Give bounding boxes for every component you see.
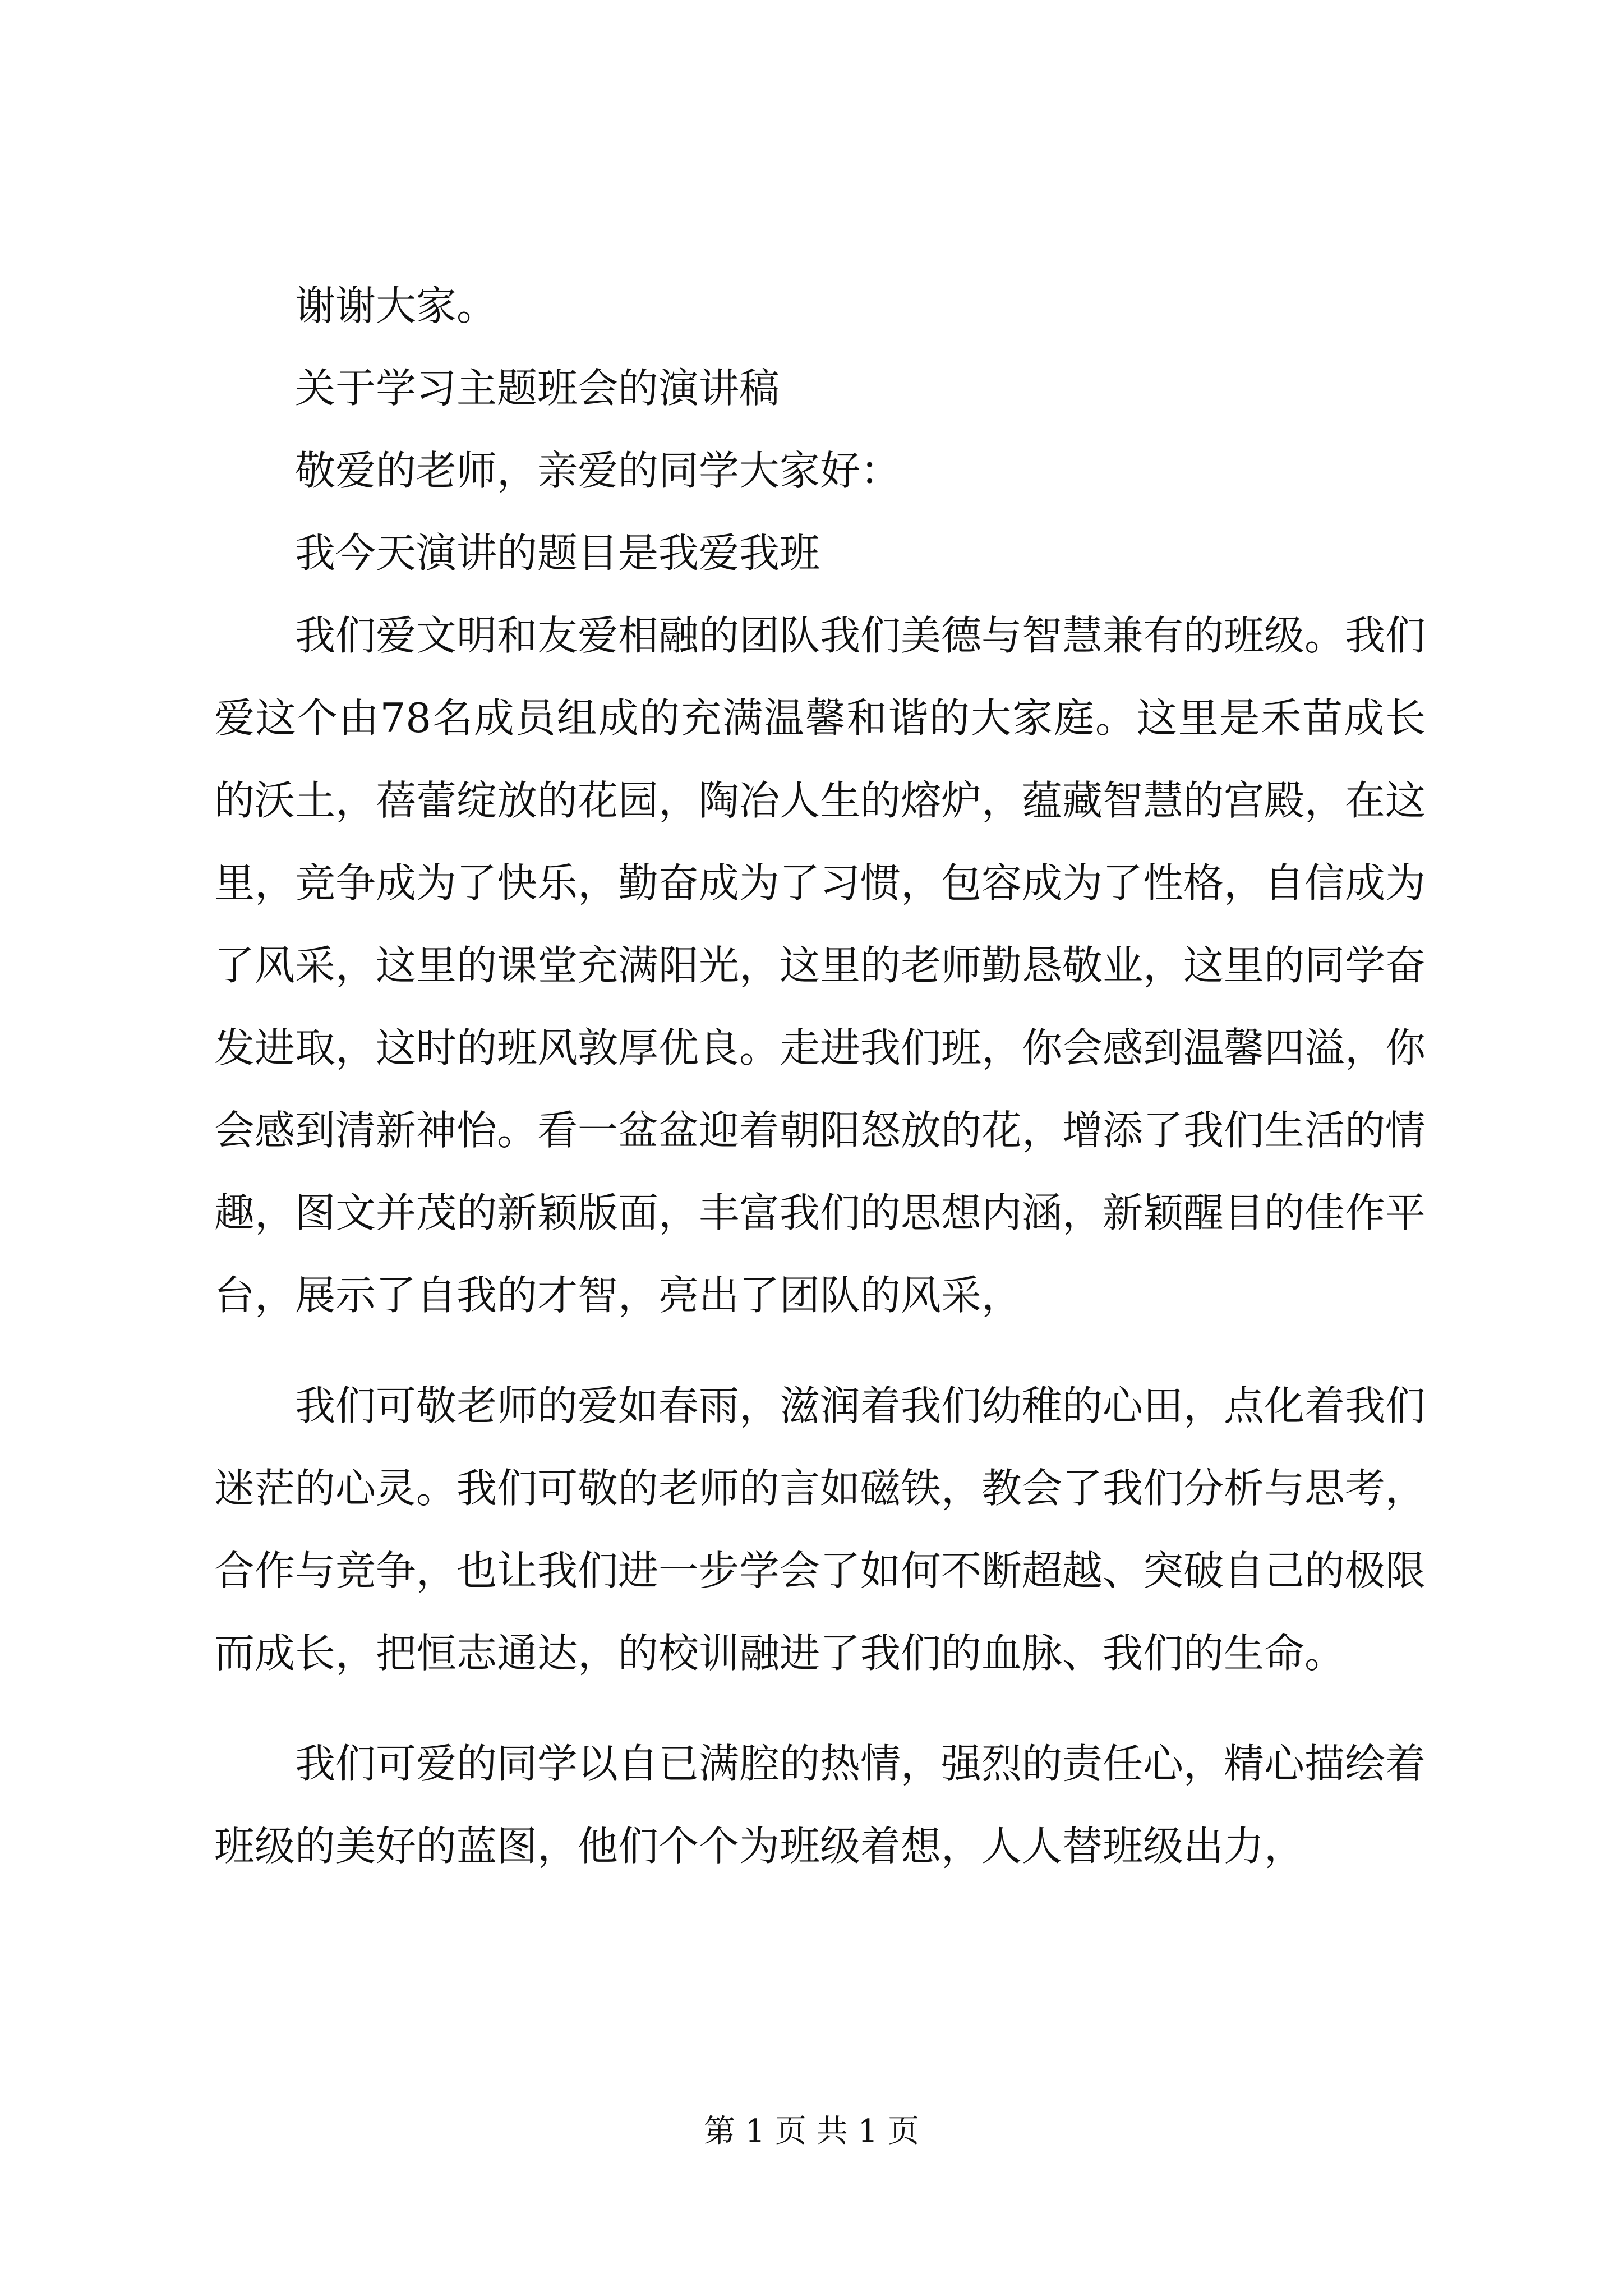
- paragraph-body: 我们爱文明和友爱相融的团队我们美德与智慧兼有的班级。我们爱这个由78名成员组成的充满温馨和谐的大家庭。这里是禾苗成长的沃土，蓓蕾绽放的花园，陶冶人生的熔炉，蕴藏智慧的宫殿，在这里，竞争成为了快乐，勤奋成为了习惯，包容成为了性格，自信成为了风采，这里的课堂充满阳光，这里的老师勤恳敬业，这里的同学奋发进取，这时的班风敦厚优良。走进我们班，你会感到温馨四溢，你会感到清新神怡。看一盆盆迎着朝阳怒放的花，增添了我们生活的情趣，图文并茂的新颖版面，丰富我们的思想内涵，新颖醒目的佳作平台，展示了自我的才智，亮出了团队的风采，: [214, 612, 1426, 1319]
- paragraph-body: 我们可爱的同学以自已满腔的热情，强烈的责任心，精心描绘着班级的美好的蓝图，他们个个为班级着想，人人替班级出力，: [214, 1740, 1426, 1870]
- paragraph-topic: 我今天演讲的题目是我爱我班: [295, 530, 820, 577]
- paragraph-title: 关于学习主题班会的演讲稿: [295, 365, 780, 412]
- paragraph-greeting: 敬爱的老师，亲爱的同学大家好：: [295, 447, 901, 494]
- page-footer: 第 1 页 共 1 页: [703, 2113, 920, 2150]
- paragraph-closing: 谢谢大家。: [295, 282, 497, 329]
- document-body: [214, 265, 1426, 1888]
- paragraph-body: 我们可敬老师的爱如春雨，滋润着我们幼稚的心田，点化着我们迷茫的心灵。我们可敬的老师的言如磁铁，教会了我们分析与思考，合作与竞争，也让我们进一步学会了如何不断超越、突破自己的极限而成长，把恒志通达，的校训融进了我们的血脉、我们的生命。: [214, 1382, 1426, 1677]
